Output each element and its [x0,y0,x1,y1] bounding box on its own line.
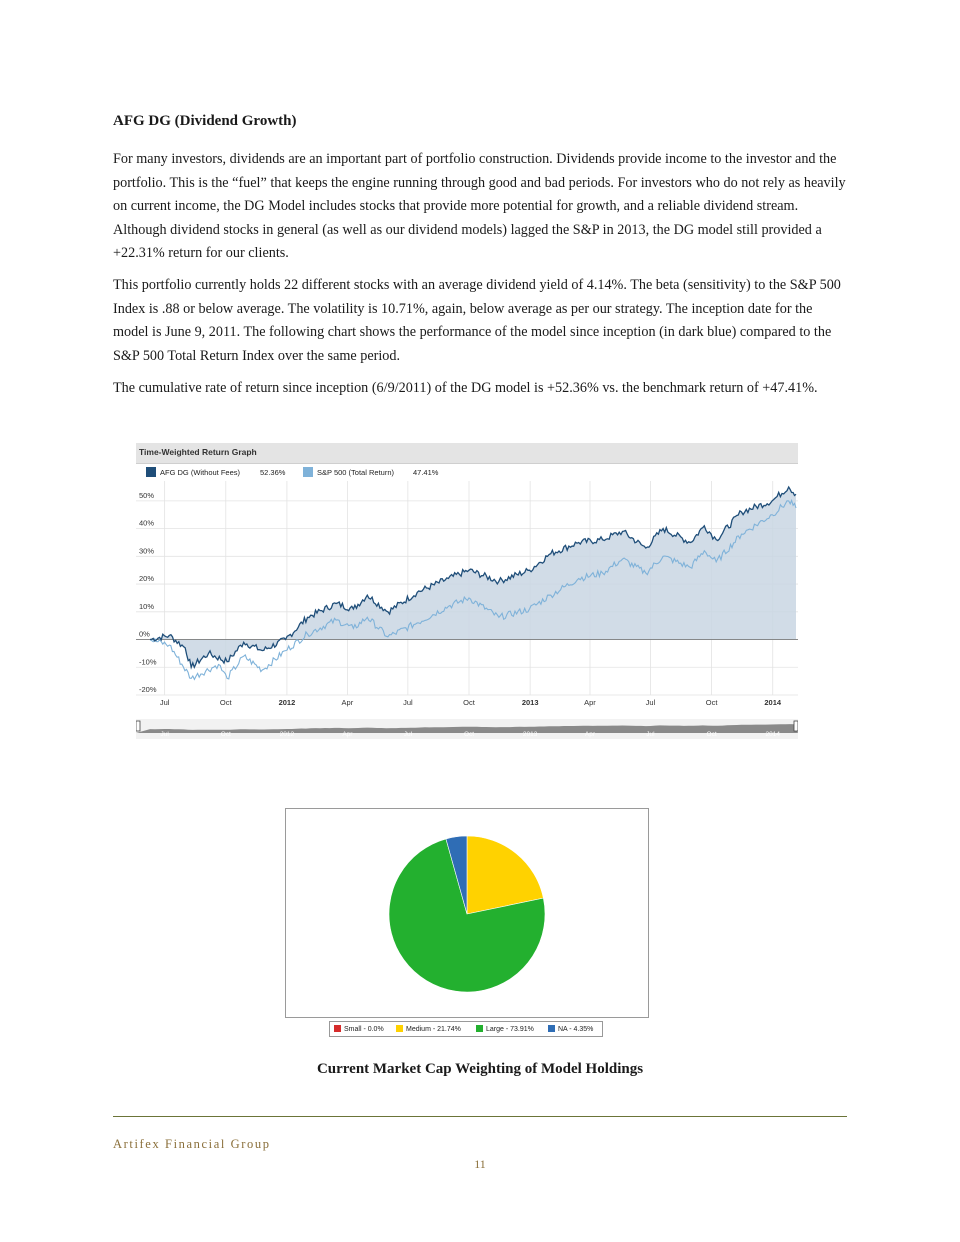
page-number: 11 [474,1157,486,1171]
x-axis-tick-labels [160,698,782,707]
pie-legend-item-small [334,1025,384,1033]
y-tick-label: 0% [139,629,150,639]
x-tick-label: Apr [584,698,596,707]
x-tick-label: Apr [341,698,354,707]
pie-slices [389,836,545,992]
navigator-tick-label: Jul [646,731,655,738]
y-tick-label: -20% [139,685,157,694]
legend-label-sp500: S&P 500 (Total Return) [317,468,394,477]
paragraph-cumulative-return: The cumulative rate of return since inception (6/9/2011) of the DG model is +52.36% vs. the benchmark return of +47.41%. [113,380,818,396]
pie-legend-label-medium: Medium - 21.74% [406,1026,461,1033]
footer-organization: Artifex Financial Group [113,1137,271,1151]
navigator-tick-label: Jul [403,731,413,738]
section-heading: AFG DG (Dividend Growth) [113,113,297,129]
navigator-tick-label: Oct [220,731,231,738]
y-tick-label: -10% [139,657,157,667]
navigator-tick-label: Apr [342,731,353,738]
x-tick-label: 2014 [764,698,782,707]
x-tick-label: Jul [403,698,413,707]
market-cap-pie-chart [285,808,649,1018]
graph-title: Time-Weighted Return Graph [139,447,257,457]
x-tick-label: Oct [463,698,475,707]
navigator-tick-label: Oct [706,731,717,738]
pie-legend-swatch-na [548,1025,555,1032]
x-tick-label: Jul [159,698,170,707]
pie-legend-label-na: NA - 4.35% [558,1026,594,1033]
pie-legend-item-large [476,1025,534,1033]
x-tick-label: 2013 [521,698,539,707]
navigator-tick-label: Jul [160,731,169,738]
x-tick-label: Oct [705,698,718,707]
pie-legend-item-medium [396,1025,461,1033]
legend-value-afg-dg: 52.36% [260,468,286,477]
time-weighted-return-graph [136,443,798,739]
pie-legend-swatch-medium [396,1025,403,1032]
legend-value-sp500: 47.41% [413,468,439,477]
y-tick-label: 40% [139,518,155,528]
navigator-right-handle[interactable] [794,721,798,731]
x-tick-label: Oct [219,698,232,707]
footer-divider [113,1116,847,1117]
navigator-tick-label: 2013 [522,731,538,738]
legend-swatch-afg-dg [146,467,156,477]
navigator-left-handle[interactable] [136,721,140,731]
pie-legend-swatch-large [476,1025,483,1032]
pie-legend-item-na [548,1025,593,1033]
y-tick-label: 10% [139,601,155,611]
paragraph-portfolio-stats: This portfolio currently holds 22 different stocks with an average dividend yield of 4.14%. The beta (sensitivity) to the S&P 500 Index is .88 or below average. The volatility is 10.71%, again, below average as per our strategy. The inception date for the model is June 9, 2011. The following chart shows the performance of the model since inception (in dark blue) compared to the S&P 500 Total Return Index over the same period. [113,277,841,364]
pie-legend-label-small: Small - 0.0% [344,1026,384,1033]
y-tick-label: 30% [139,546,155,556]
y-tick-label: 50% [139,490,155,500]
pie-legend [329,1021,603,1037]
x-tick-label: Jul [645,698,656,707]
navigator-tick-label: Oct [463,731,475,738]
y-tick-label: 20% [139,574,155,584]
graph-header [136,443,798,464]
navigator-tick-label: 2014 [765,731,780,738]
paragraph-dividends-intro: For many investors, dividends are an important part of portfolio construction. Dividends provide income to the investor and the portfolio. This is the “fuel” that keeps the engine running through good and bad periods. For investors who do not rely as heavily on current income, the DG Model includes stocks that provide more potential for growth, and a reliable dividend stream. Although dividend stocks in general (as well as our dividend models) lagged the S&P in 2013, the DG model still provided a +22.31% return for our clients. [113,151,846,261]
legend-swatch-sp500 [303,467,313,477]
range-navigator[interactable] [136,719,798,739]
y-axis-tick-labels [139,491,157,694]
return-line-chart [136,481,798,719]
sp500-area [150,487,796,667]
pie-chart-caption: Current Market Cap Weighting of Model Holdings [316,1061,644,1077]
pie-legend-label-large: Large - 73.91% [486,1026,534,1033]
pie-legend-swatch-small [334,1025,341,1032]
navigator-tick-label: 2012 [279,731,295,738]
graph-legend [136,463,798,481]
x-tick-label: 2012 [278,698,296,707]
navigator-tick-label: Apr [584,731,596,738]
legend-label-afg-dg: AFG DG (Without Fees) [160,468,241,477]
